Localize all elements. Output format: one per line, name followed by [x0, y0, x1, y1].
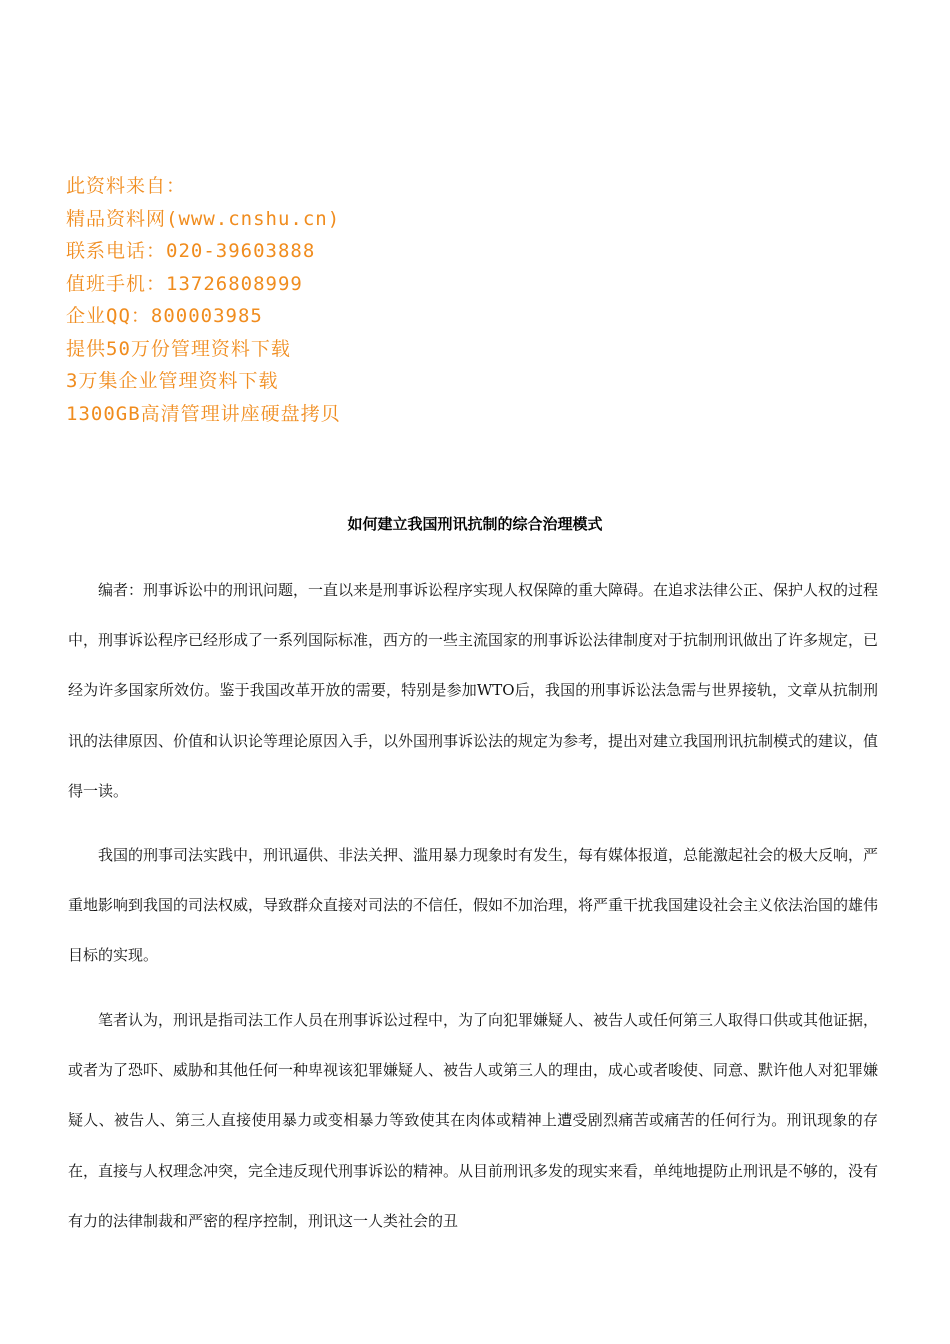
- source-info-block: [66, 170, 566, 430]
- duty-mobile: 值班手机：13726808999: [66, 272, 303, 295]
- body-paragraph: 笔者认为，刑讯是指司法工作人员在刑事诉讼过程中，为了向犯罪嫌疑人、被告人或任何第三人取得口供或其他证据，或者为了恐吓、威胁和其他任何一种卑视该犯罪嫌疑人、被告人或第三人的理由，成心或者唆使、同意、默许他人对犯罪嫌疑人、被告人、第三人直接使用暴力或变相暴力等致使其在肉体或精神上遭受剧烈痛苦或痛苦的任何行为。刑讯现象的存在，直接与人权理念冲突，完全违反现代刑事诉讼的精神。从目前刑讯多发的现实来看，单纯地提防止刑讯是不够的，没有有力的法律制裁和严密的程序控制，刑讯这一人类社会的丑: [68, 1011, 879, 1230]
- offer-line-3: 1300GB高清管理讲座硬盘拷贝: [66, 402, 341, 425]
- contact-phone: 联系电话：020-39603888: [66, 240, 316, 262]
- offer-line-1: 提供50万份管理资料下载: [66, 337, 291, 360]
- body-paragraph: 我国的刑事司法实践中，刑讯逼供、非法关押、滥用暴力现象时有发生，每有媒体报道，总能激起社会的极大反响，严重地影响到我国的司法权威，导致群众直接对司法的不信任，假如不加治理，将严重干扰我国建设社会主义依法治国的雄伟目标的实现。: [68, 846, 879, 965]
- offer-line-2: 3万集企业管理资料下载: [66, 370, 279, 392]
- document-title: 如何建立我国刑讯抗制的综合治理模式: [347, 515, 603, 533]
- editor-note-paragraph: 编者：刑事诉讼中的刑讯问题，一直以来是刑事诉讼程序实现人权保障的重大障碍。在追求法律公正、保护人权的过程中，刑事诉讼程序已经形成了一系列国际标准，西方的一些主流国家的刑事诉讼法律制度对于抗制刑讯做出了许多规定，已经为许多国家所效仿。鉴于我国改革开放的需要，特别是参加WTO后，我国的刑事诉讼法急需与世界接轨，文章从抗制刑讯的法律原因、价值和认识论等理论原因入手，以外国刑事诉讼法的规定为参考，提出对建立我国刑讯抗制模式的建议，值得一读。: [68, 581, 879, 800]
- source-website: 精品资料网(www.cnshu.cn): [66, 207, 341, 230]
- company-qq: 企业QQ：800003985: [66, 305, 263, 327]
- source-label: 此资料来自：: [66, 175, 187, 197]
